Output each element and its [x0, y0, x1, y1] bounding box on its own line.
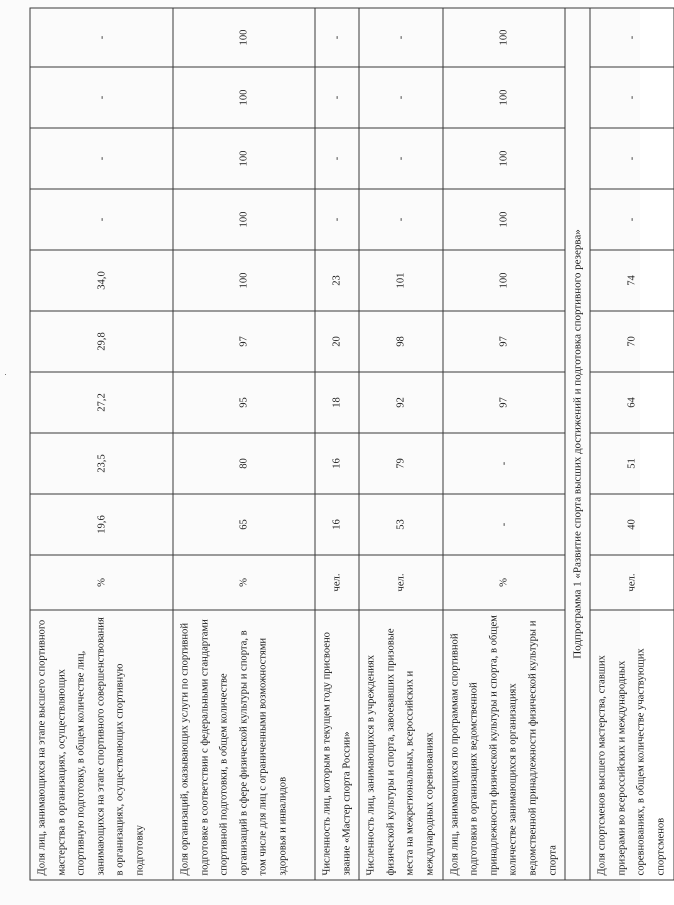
value-cell: 34,0: [30, 250, 173, 311]
indicator-name: Доля организаций, оказывающих услуги по спортивной подготовке в соответствии с федеральными стандартами спортивной подготовки, в общем количестве организаций в сфере физической культуры и спорта, в том числе для лиц с ограниченными возможностями здоровья и инвалидов: [173, 610, 315, 880]
value-cell: 20: [315, 311, 359, 372]
rotated-table-container: [30, 9, 667, 881]
value-cell: 100: [443, 8, 566, 67]
value-cell: 18: [315, 372, 359, 433]
value-cell: 80: [173, 433, 315, 494]
table-row: [359, 8, 442, 880]
value-cell: 100: [443, 250, 566, 311]
table-row: [315, 8, 359, 880]
indicator-name: Доля спортсменов высшего мастерства, ставших призерами во всероссийских и международных соревнованиях, в общем количестве участвующих спортсменов: [590, 610, 673, 880]
unit-cell: %: [173, 555, 315, 610]
value-cell: 100: [443, 128, 566, 189]
value-cell: 98: [359, 311, 442, 372]
unit-cell: %: [30, 555, 173, 610]
value-cell: 65: [173, 494, 315, 555]
table-row: [443, 8, 566, 880]
value-cell: -: [590, 67, 673, 128]
value-cell: 97: [443, 372, 566, 433]
value-cell: -: [359, 189, 442, 250]
scan-speck: [5, 374, 6, 375]
indicator-name: Численность лиц, занимающихся в учреждениях физической культуры и спорта, завоевавших призовые места на межрегиональных, всероссийских и международных соревнованиях: [359, 610, 442, 880]
value-cell: 100: [173, 67, 315, 128]
value-cell: -: [443, 433, 566, 494]
value-cell: 97: [173, 311, 315, 372]
value-cell: 70: [590, 311, 673, 372]
value-cell: 29,8: [30, 311, 173, 372]
table-row: [30, 8, 173, 880]
value-cell: 27,2: [30, 372, 173, 433]
value-cell: -: [590, 128, 673, 189]
value-cell: 19,6: [30, 494, 173, 555]
value-cell: 95: [173, 372, 315, 433]
indicator-name: Доля лиц, занимающихся по программам спортивной подготовки в организациях ведомственной принадлежности физической культуры и спорта, в общем количестве занимающихся в организациях ведомственной принадлежности физической культуры и спорта: [443, 610, 566, 880]
value-cell: -: [30, 8, 173, 67]
value-cell: 92: [359, 372, 442, 433]
value-cell: 100: [173, 189, 315, 250]
value-cell: -: [30, 67, 173, 128]
value-cell: 100: [173, 250, 315, 311]
value-cell: -: [315, 8, 359, 67]
value-cell: 79: [359, 433, 442, 494]
value-cell: 23,5: [30, 433, 173, 494]
value-cell: -: [443, 494, 566, 555]
value-cell: -: [359, 67, 442, 128]
value-cell: -: [315, 189, 359, 250]
unit-cell: чел.: [315, 555, 359, 610]
value-cell: -: [315, 67, 359, 128]
table-row: [173, 8, 315, 880]
value-cell: 101: [359, 250, 442, 311]
value-cell: -: [590, 8, 673, 67]
value-cell: -: [359, 128, 442, 189]
value-cell: 64: [590, 372, 673, 433]
subprogram-row: [565, 8, 590, 880]
value-cell: 53: [359, 494, 442, 555]
value-cell: 23: [315, 250, 359, 311]
indicator-name: Численность лиц, которым в текущем году присвоено звание «Мастер спорта России»: [315, 610, 359, 880]
value-cell: 100: [173, 8, 315, 67]
value-cell: -: [30, 128, 173, 189]
value-cell: 100: [443, 67, 566, 128]
table-row: [590, 8, 673, 880]
subprogram-title: Подпрограмма 1 «Развитие спорта высших достижений и подготовка спортивного резерва»: [565, 8, 590, 880]
value-cell: 100: [443, 189, 566, 250]
value-cell: -: [590, 189, 673, 250]
value-cell: -: [30, 189, 173, 250]
value-cell: 16: [315, 433, 359, 494]
value-cell: -: [315, 128, 359, 189]
unit-cell: %: [443, 555, 566, 610]
value-cell: -: [359, 8, 442, 67]
indicators-table: [30, 8, 674, 881]
value-cell: 74: [590, 250, 673, 311]
value-cell: 16: [315, 494, 359, 555]
value-cell: 100: [173, 128, 315, 189]
value-cell: 51: [590, 433, 673, 494]
value-cell: 97: [443, 311, 566, 372]
unit-cell: чел.: [359, 555, 442, 610]
unit-cell: чел.: [590, 555, 673, 610]
indicator-name: Доля лиц, занимающихся на этапе высшего спортивного мастерства в организациях, осуществляющих спортивную подготовку, в общем количестве лиц, занимающихся на этапе спортивного совершенствования в организациях, осуществляющих спортивную подготовку: [30, 610, 173, 880]
value-cell: 40: [590, 494, 673, 555]
